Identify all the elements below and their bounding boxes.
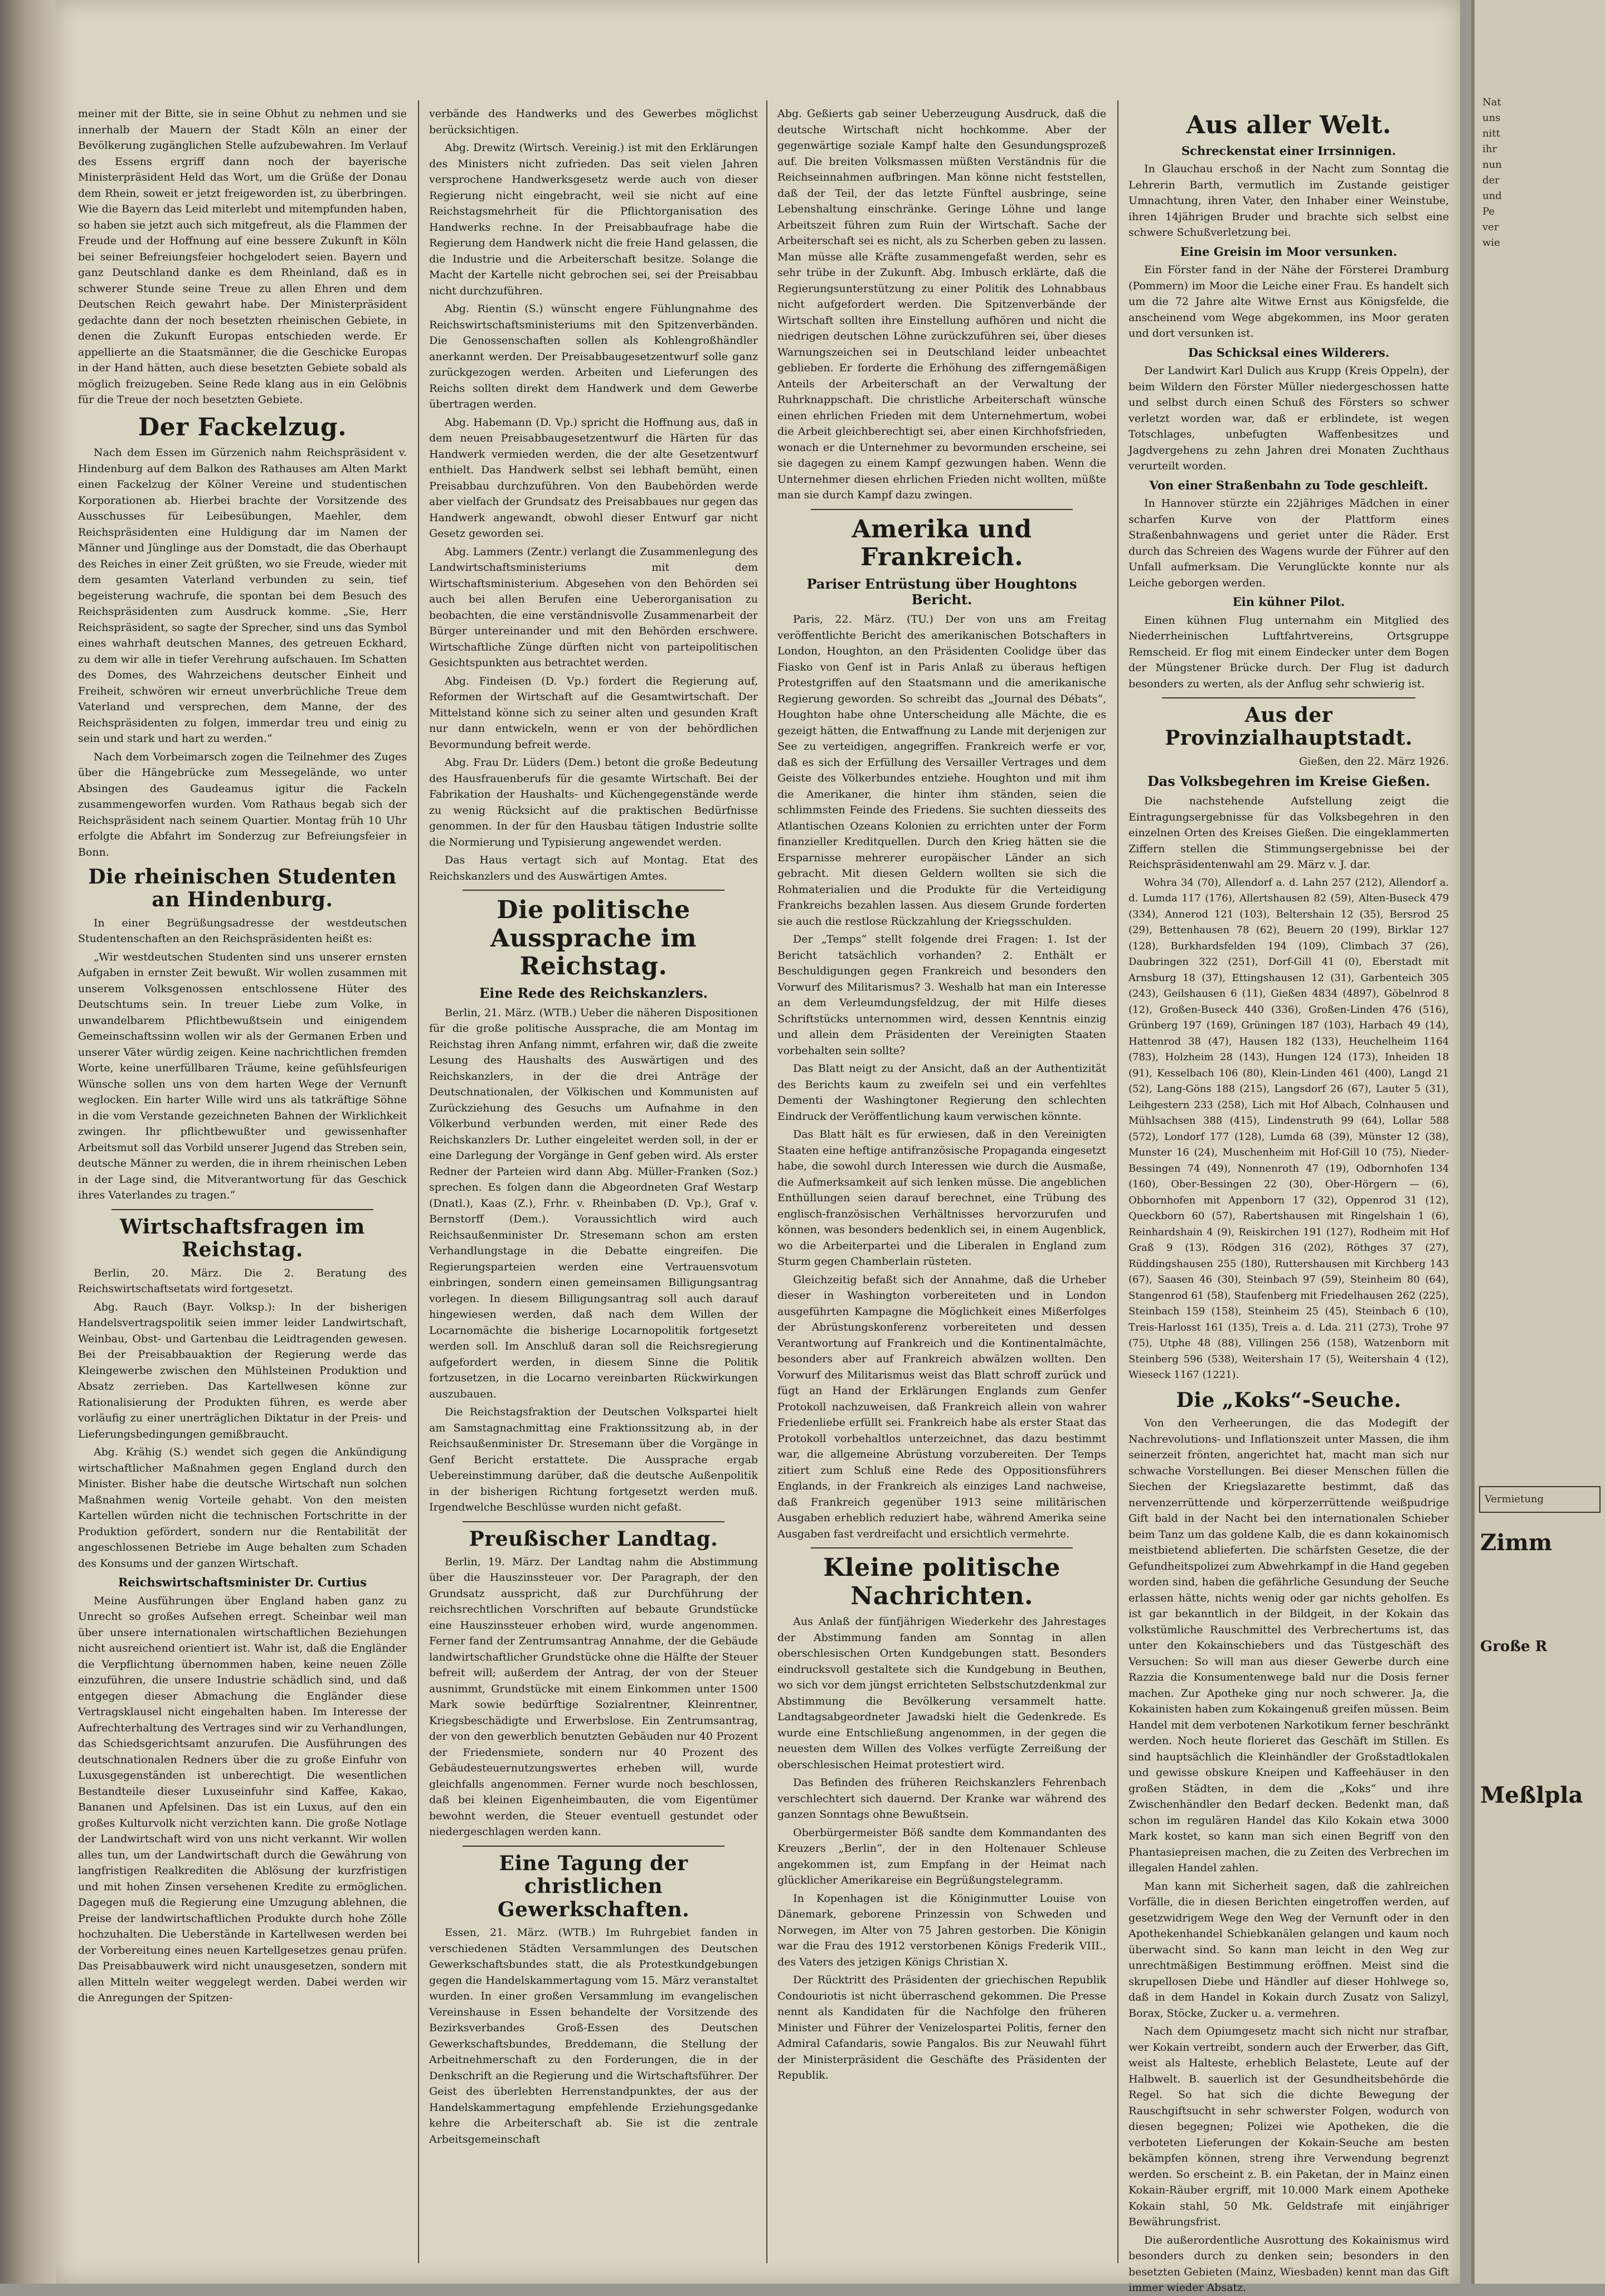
- column-3: [777, 106, 1106, 2258]
- column-2: [429, 106, 758, 2258]
- headline: Amerika und Frankreich.: [852, 514, 1032, 572]
- article-text: Die außerordentliche Ausrottung des Kokainismus wird besonders durch zu denken sein; besonders in den besetzten Gebieten (Mainz, Wiesbaden) kennt man das Gift immer wieder Absatz.: [1129, 2234, 1449, 2294]
- headline: Die rheinischen Studenten an Hindenburg.: [88, 865, 397, 912]
- article-text: Meine Ausführungen über England haben ganz zu Unrecht so großes Aufsehen erregt. Scheinbar weil man über unsere internationalen wirtschaftlichen Beziehungen nicht ausreichend orientiert ist. Wahr ist, daß die Engländer die Verpflichtung übernommen haben, keine neuen Zölle einzuführen, die unsere Industrie schädlich sind, und daß entgegen dieser Abmachung die Engländer diese Vertragsklausel nicht eingehalten haben. Im Interesse der Aufrechterhaltung des Vertrages sind wir zu Verhandlungen, das Schiedsgerichtsamt anzurufen. Die Ausführungen des deutschnationalen Redners über die zu große Einfuhr von Luxusgegenständen ist unberechtigt. Die wesentlichen Bestandteile dieser Luxuseinfuhr sind Kaffee, Kakao, Bananen und Apfelsinen. Das ist ein Luxus, auf den ein großes Kulturvolk nicht verzichten kann. Die große Notlage der Landwirtschaft wird von uns nicht verkannt. Wir wollen alles tun, um der Landwirtschaft durch die Gewährung von langfristigen Realkrediten die Ablösung der kurzfristigen und mit hohen Zinsen versehenen Kredite zu ermöglichen. Dagegen muß die Regierung eine Umzugung ablehnen, die Preise der landwirtschaftlichen Produkte durch hohe Zölle hochzuhalten. Die Ueberstände in Kartellwesen werden bei der Vorbereitung eines neuen Kartellgesetzes genau prüfen. Das Preisabbauwerk wird nicht unausgesetzen, sondern mit allen Mitteln weiter weggelegt werden. Dabei werden wir die Anregungen der Spitzen-: [78, 1594, 407, 2004]
- article-text: Abg. Lammers (Zentr.) verlangt die Zusammenlegung des Landwirtschaftsministeriums mit dem Wirtschaftsministerium. Abgesehen von den Behörden sei auch bei allen Berufen eine Ueberorganisation zu beobachten, die eine verständnisvolle Zusammenarbeit der Bürger untereinander und mit den Behörden erschwere. Wirtschaftliche Zünge dürften nicht von parteipolitischen Gesichtspunkten aus betrachtet werden.: [429, 545, 758, 669]
- divider: [811, 1547, 1073, 1549]
- subheading: Reichswirtschaftsminister Dr. Curtius: [118, 1575, 367, 1590]
- headline: Aus der Provinzialhauptstadt.: [1165, 703, 1413, 750]
- article-text: Der „Temps“ stellt folgende drei Fragen: 1. Ist der Bericht tatsächlich vorhanden? 2. Enthält er Beschuldigungen gegen Frankreich und besonders den Vorwurf des Militarismus? 3. Weshalb hat man ein Interesse an dem Verleumdungsfeldzug, der mit Hilfe dieses Schriftstücks unternommen wird, dessen Kenntnis einzig und allein dem Präsidenten der Vereinigten Staaten vorbehalten sein sollte?: [777, 933, 1106, 1057]
- ad-heading: Meßlpla: [1480, 1782, 1583, 1808]
- headline: Preußischer Landtag.: [469, 1527, 718, 1551]
- headline: Kleine politische Nachrichten.: [823, 1554, 1061, 1610]
- article-text: Abg. Drewitz (Wirtsch. Vereinig.) ist mit den Erklärungen des Ministers nicht zufrieden. Das seit vielen Jahren versprochene Handwerksgesetz werde auch von dieser Regierung nicht eingebracht, weil sie nicht auf eine Reichstagsmehrheit für die Pflichtorganisation des Handwerks rechne. In der Preisabbaufrage habe die Regierung dem Handwerk nicht die freie Hand gelassen, die die Industrie und die Arbeiterschaft besitze. Solange die Macht der Kartelle nicht gebrochen sei, sei der Preisabbau nicht durchzuführen.: [429, 142, 758, 297]
- ad-heading: Vermietung: [1485, 1493, 1544, 1505]
- article-text: Der Landwirt Karl Dulich aus Krupp (Kreis Oppeln), der beim Wildern den Förster Müller niedergeschossen hatte und selbst durch einen Schuß des Försters so schwer verletzt worden war, daß er erblindete, ist wegen Totschlages, unbefugten Waffenbesitzes und Jagdvergehens zu zehn Jahren drei Monaten Zuchthaus verurteilt worden.: [1129, 365, 1449, 473]
- article-text: Essen, 21. März. (WTB.) Im Ruhrgebiet fanden in verschiedenen Städten Versammlungen des Deutschen Gewerkschaftsbundes statt, die als Protestkundgebungen gegen die Handelskammertagung vom 15. März veranstaltet wurden. In einer großen Versammlung im evangelischen Vereinshause in Essen behandelte der Vorsitzende des Bezirksverbandes Groß-Essen des Deutschen Gewerkschaftsbundes, Breddemann, die Stellung der Arbeitnehmerschaft zu den Forderungen, die in der Denkschrift an die Regierung und die Wirtschaftsführer. Der Geist des überlebten Herrenstandpunktes, der aus der Handelskammertagung empfehlende Erziehungsgedanke kehre die Arbeiterschaft ab. Sie ist die zentrale Arbeitsgemeinschaft: [429, 1926, 758, 2145]
- article-text: Berlin, 19. März. Der Landtag nahm die Abstimmung über die Hauszinssteuer vor. Der Paragraph, der den Grundsatz ausspricht, daß zur Durchführung der reichsrechtlichen Vorschriften auf bebaute Grundstücke eine Hauszinssteuer erhoben wird, wurde angenommen. Ferner fand der Zentrumsantrag Annahme, der die Gebäude landwirtschaftlicher Grundstücke ohne die Hälfte der Steuer befreit will; außerdem der Antrag, der von der Steuer ausnimmt, Grundstücke mit einem Einkommen unter 1500 Mark sowie bedürftige Sozialrentner, Kleinrentner, Kriegsbeschädigte und Erwerbslose. Ein Zentrumsantrag, der von den gewerblich benutzten Gebäuden nur 40 Prozent der Friedensmiete, sondern nur 40 Prozent des Gebäudesteuernutzungswertes erheben will, wurde gleichfalls angenommen. Ferner wurde noch beschlossen, daß bei kleinen Eigenheimbauten, die vom Eigentümer bewohnt werden, die Steuer eventuell gestundet oder niedergeschlagen werden kann.: [429, 1555, 758, 1838]
- text-fragment: und: [1482, 190, 1502, 202]
- divider: [463, 890, 724, 891]
- subheading: Von einer Straßenbahn zu Tode geschleift.: [1149, 478, 1428, 492]
- article-text: Abg. Rientin (S.) wünscht engere Fühlungnahme des Reichswirtschaftsministeriums mit den Spitzenverbänden. Die Genossenschaften sollen als Kohlengroßhändler anerkannt werden. Der Preisabbaugesetzentwurf solle ganz zurückgezogen werden. Arbeiten und Lieferungen des Reichs sollten direkt dem Handwerk und dem Gewerbe übertragen werden.: [429, 303, 758, 410]
- text-fragment: uns: [1482, 112, 1501, 124]
- ad-box: [1479, 1486, 1601, 1513]
- article-text: In einer Begrüßungsadresse der westdeutschen Studentenschaften an den Reichspräsidenten heißt es:: [78, 916, 407, 945]
- subheading: Pariser Entrüstung über Houghtons Bericht.: [806, 575, 1077, 608]
- subheading: Schreckenstat einer Irrsinnigen.: [1181, 143, 1396, 158]
- text-fragment: wie: [1482, 237, 1500, 249]
- divider: [463, 1521, 724, 1522]
- column-4: [1129, 106, 1449, 2294]
- divider: [811, 509, 1073, 510]
- article-text: Das Haus vertagt sich auf Montag. Etat des Reichskanzlers und des Auswärtigen Amtes.: [429, 854, 758, 882]
- article-text: Nach dem Essen im Gürzenich nahm Reichspräsident v. Hindenburg auf dem Balkon des Rathauses am Alten Markt einen Fackelzug der Kölner Vereine und studentischen Korporationen ab. Hierbei brachte der Vorsitzende des Ausschusses für Leibesübungen, Maehler, dem Reichspräsidenten eine Huldigung dar im Namen der Männer und Jünglinge aus der Domstadt, die das Oberhaupt des Reiches in einer Zeit grüßten, wo sie Freude, wieder mit dem gesamten Vaterland verbunden zu sein, tief begeisterung wachrufe, die spontan bei dem Besuch des Reichspräsidenten zum Ausdruck komme. „Sie, Herr Reichspräsident, so sagte der Sprecher, sind uns das Symbol eines wahrhaft deutschen Mannes, des getreuen Eckhard, zu dem wir alle in tiefer Verehrung aufschauen. Im Schatten des Domes, des Wahrzeichens deutscher Einheit und Freiheit, schwören wir erneut unverbrüchliche Treue dem Vaterland und versprechen, dem Manne, der des Reichspräsidenten zu folgen, immerdar treu und einig zu sein und stark und hart zu werden.“: [78, 446, 407, 745]
- headline: Die „Koks“-Seuche.: [1176, 1388, 1402, 1412]
- article-text: Abg. Rauch (Bayr. Volksp.): In der bisherigen Handelsvertragspolitik seien immer leider Landwirtschaft, Weinbau, Obst- und Gartenbau die Leidtragenden gewesen. Bei der Preisabbauaktion der Regierung werde das Kleingewerbe zwischen den Mühlsteinen Produktion und Absatz zerrieben. Das Kartellwesen könne zur Rationalisierung der Produkten führen, es werde aber vorläufig zu einer unerträglichen Diktatur in der Preis- und Lieferungsbedingungen gemißbraucht.: [78, 1300, 407, 1440]
- subheading: Eine Rede des Reichskanzlers.: [479, 984, 708, 1001]
- subheading: Das Volksbegehren im Kreise Gießen.: [1147, 773, 1431, 790]
- headline: Aus aller Welt.: [1186, 111, 1392, 139]
- article-text: Berlin, 20. März. Die 2. Beratung des Reichswirtschaftsetats wird fortgesetzt.: [78, 1266, 407, 1295]
- column-1: [78, 106, 407, 2258]
- text-fragment: nun: [1482, 159, 1502, 171]
- article-text: Der Rücktritt des Präsidenten der griechischen Republik Condouriotis ist nicht überraschend gekommen. Die Presse nennt als Kandidaten für die Nachfolge den früheren Minister und Führer der Venizelospartei Politis, ferner den Admiral Cafandaris, sowie Pangalos. Bis zur Neuwahl führt der Ministerpräsident die Geschäfte des Präsidenten der Republik.: [777, 1974, 1106, 2082]
- article-text: Gleichzeitig befaßt sich der Annahme, daß die Urheber dieser in Washington vorbereiteten und in London ausgeführten Kampagne die Möglichkeit eines Mißerfolges der Abrüstungskonferenz vorbereiteten und dessen Verantwortung auf Frankreich und die Kontinentalmächte, besonders aber auf Frankreich abwälzen wollten. Den Vorwurf des Militarismus weist das Blatt schroff zurück und fügt an Hand der Erklärungen Englands zum Genfer Protokoll nachzuweisen, daß Frankreich allein von wahrer Friedenliebe erfüllt sei. Frankreich habe als erster Staat das Protokoll vorbehaltlos unterzeichnet, das dazu bestimmt war, die allgemeine Abrüstung vorzubereiten. Der Temps zitiert zum Schluß eine Rede des Oppositionsführers Englands, in der Frankreich als einziges Land nachweise, daß Frankreich gegenüber 1913 seine militärischen Ausgaben erheblich reduziert habe, während Amerika seine Ausgaben fast verdreifacht und ersichtlich vermehrte.: [777, 1273, 1106, 1540]
- article-text: Das Blatt neigt zu der Ansicht, daß an der Authentizität des Berichts kaum zu zweifeln sei und ein verfehltes Dementi der Washingtoner Regierung den schlechten Eindruck der Veröffentlichung kaum verwischen könnte.: [777, 1062, 1106, 1123]
- headline: Der Fackelzug.: [138, 412, 347, 441]
- divider: [463, 1846, 724, 1847]
- article-text: verbände des Handwerks und des Gewerbes möglichst berücksichtigen.: [429, 108, 758, 136]
- text-fragment: nitt: [1482, 128, 1500, 139]
- article-text: In Kopenhagen ist die Königinmutter Louise von Dänemark, geborene Prinzessin von Schweden und Norwegen, im Alter von 75 Jahren gestorben. Die Königin war die Frau des 1912 verstorbenen Königs Frederik VIII., des Vaters des jetzigen Königs Christian X.: [777, 1892, 1106, 1968]
- article-text: Aus Anlaß der fünfjährigen Wiederkehr des Jahrestages der Abstimmung fanden am Sonntag in allen oberschlesischen Orten Kundgebungen statt. Besonders eindrucksvoll gestaltete sich die Kundgebung in Beuthen, wo sich vor dem jüngst errichteten Selbstschutzdenkmal zur Abstimmung die Bevölkerung versammelt hatte. Landtagsabgeordneter Jawadski hielt die Gedenkrede. Es wurde eine Entschließung angenommen, in der gegen die neuesten dem Willen des Volkes verfügte Zerreißung der oberschlesischen Heimat protestiert wird.: [777, 1615, 1106, 1771]
- article-text: Man kann mit Sicherheit sagen, daß die zahlreichen Vorfälle, die in diesen Berichten eingetroffen werden, auf gesetzwidrigem Wege den Weg der Vernunft oder in den Apothekenhandel Schiebkanälen gelangen und kaum noch überwacht sind. So kann man leicht in den Weg zur unrechtmäßigen Bestimmung eröffnen. Meist sind die skrupellosen Diebe und Händler auf dieser Hohlwege so, daß in dem Handel in Kokain durch Zusatz von Salizyl, Borax, Stöcke, Zucker u. a. vermehren.: [1129, 1880, 1449, 2020]
- column-rule: [418, 100, 419, 2263]
- article-text: Abg. Geßierts gab seiner Ueberzeugung Ausdruck, daß die deutsche Wirtschaft nicht hochkomme. Aber der gegenwärtige soziale Kampf halte den Gesundungsprozeß auf. Die breiten Volksmassen müßten Verständnis für die Reichseinnahmen aufbringen. Man könne nicht feststellen, daß der Teil, der das letzte Fünftel ausbringe, seine Lebenshaltung einschränke. Geringe Löhne und lange Arbeitszeit führen zum Ruin der Wirtschaft. Sache der Arbeiterschaft sei es nicht, als zu Scherben geben zu lassen. Man müsse alle Kräfte zusammengefaßt werden, sehr es sehr trübe in der Zukunft. Abg. Imbusch erklärte, daß die Regierungsunterstützung zu einer Politik des Lohnabbaus nicht aufgefordert werden. Die Spitzenverbände der Wirtschaft sollten ihre Einstellung aufhören und nicht die niedrigen deutschen Löhne zurückzuführen sei, über dieses Warnungszeichen sei in Deutschland leider unbeachtet geblieben. Er forderte die Erhöhung des zifferngemäßigen Anteils der Arbeiterschaft an der Verwaltung der Ruhrknappschaft. Die christliche Arbeiterschaft wünsche einen ehrlichen Frieden mit dem Unternehmertum, wobei die Arbeit gleichberechtigt sei, aber einen Kirchhofsfrieden, wonach er die Unternehmer zu bevormunden erscheine, sei sie dagegen zu einem Kampf gezwungen haben. Wenn die Unternehmer diesen ehrlichen Frieden nicht wollten, müßte man sie durch Kampf dazu zwingen.: [777, 108, 1106, 501]
- article-text: Nach dem Vorbeimarsch zogen die Teilnehmer des Zuges über die Hängebrücke zum Messegelände, wo unter Absingen des Gaudeamus igitur die Fackeln zusammengeworfen wurden. Vom Rathaus begab sich der Reichspräsident nach seinem Quartier. Montag früh 10 Uhr erfolgte die Abfahrt im Sonderzug zur Befreiungsfeier in Bonn.: [78, 750, 407, 858]
- column-rule: [1117, 100, 1118, 2263]
- article-text: Nach dem Opiumgesetz macht sich nicht nur strafbar, wer Kokain vertreibt, sondern auch der Erwerber, das Gift, weist als Halteste, erheblich Belastete, Leute auf der Halbwelt. B. sauerlich ist der Gesundheitsbehörde die Regel. So hat sich die dichte Bewegung der Rauschgiftsucht in sehr schwerster Folgen, wodurch von diesen begegnen; Polizei wie Apotheken, die die verboteten Lieferungen der Kokain-Seuche am besten bekämpfen können, streng ihre Verwendung begrenzt werden. So erscheint z. B. ein Paketan, der in Mainz einen Kokain-Räuber ergriff, mit 10.000 Mark einem Apotheke Kokain stahl, 50 Mk. Geldstrafe mit einjähriger Bewährungsfrist.: [1129, 2025, 1449, 2229]
- article-text: Abg. Findeisen (D. Vp.) fordert die Regierung auf, Reformen der Wirtschaft auf die Gesamtwirtschaft. Der Mittelstand könne sich zu seiner alten und gesunden Kraft nur dann entwickeln, wenn er von der behördlichen Bevormundung befreit werde.: [429, 674, 758, 751]
- article-text: Paris, 22. März. (TU.) Der von uns am Freitag veröffentlichte Bericht des amerikanischen Botschafters in London, Houghton, an den Präsidenten Coolidge über das Fiasko von Genf ist in Paris Anlaß zu überaus heftigen Protestgriffen auf den Staatsmann und die amerikanische Regierung geworden. So schreibt das „Journal des Débats“, Houghton habe ohne Unterscheidung alle Mächte, die es gezeigt hätten, die Entwaffnung zu Lande mit derjenigen zur See zu verteidigen, angegriffen. Frankreich werfe er vor, daß es sich der Erfüllung des Versailler Vertrages und dem Geiste des Völkerbundes entziehe. Houghton und mit ihm die Amerikaner, die hinter ihm ständen, seien die schlimmsten Feinde des Friedens. Sie suchten diesseits des Atlantischen Ozeans Kolonien zu errichten unter der Form finanzieller Kreditquellen. Durch den Krieg hätten sie die Ersparnisse mehrerer europäischer Länder an sich gebracht. Mit diesen Geldern wollten sie sich die Rohmaterialien und die Produkte für die Verteidigung Frankreichs bezahlen lassen. Aus diesem Grunde forderten sie auch die restlose Rückzahlung der Kriegsschulden.: [777, 613, 1106, 928]
- article-text: Das Blatt hält es für erwiesen, daß in den Vereinigten Staaten eine heftige antifranzösische Propaganda eingesetzt habe, die sowohl durch Interessen wie durch die Ausmaße, die Aufmerksamkeit auf sich lenken müsse. Die angeblichen Enthüllungen seien darauf berechnet, eine Trübung des englisch-französischen Verhältnisses hervorzurufen und können, was besonders bedenklich sei, in einem Augenblick, wo die Arbeiterpartei und die Liberalen in England zum Sturm gegen Chamberlain rüsteten.: [777, 1128, 1106, 1268]
- article-text: Oberbürgermeister Böß sandte dem Kommandanten des Kreuzers „Berlin“, der in den Holtenauer Schleuse angekommen ist, zum Empfang in der Heimat nach glücklicher Amerikareise ein Begrüßungstelegramm.: [777, 1826, 1106, 1887]
- book-binding: [0, 0, 56, 2284]
- article-text: In Glauchau erschoß in der Nacht zum Sonntag die Lehrerin Barth, vermutlich im Zustande geistiger Umnachtung, ihren Vater, den Inhaber einer Weinstube, ihren 14jährigen Bruder und brachte sich selbst eine schwere Schußverletzung bei.: [1129, 163, 1449, 239]
- article-text: Die Reichstagsfraktion der Deutschen Volkspartei hielt am Samstagnachmittag eine Fraktionssitzung ab, in der Reichsaußenminister Dr. Stresemann über die Vorgänge in Genf Bericht erstattete. Die Aussprache ergab Uebereinstimmung darüber, daß die deutsche Außenpolitik in der bisherigen Richtung fortgesetzt werden muß. Irgendwelche Beschlüsse wurden nicht gefaßt.: [429, 1406, 758, 1514]
- ad-heading: Zimm: [1480, 1530, 1553, 1556]
- newspaper-page: [56, 0, 1460, 2294]
- text-fragment: Nat: [1482, 96, 1501, 108]
- article-text: Wohra 34 (70), Allendorf a. d. Lahn 257 (212), Allendorf a. d. Lumda 117 (176), Allertshausen 82 (59), Alten-Buseck 479 (334), Annerod 121 (103), Beltershain 12 (35), Bersrod 25 (29), Bettenhausen 78 (62), Beuern 20 (199), Birklar 127 (128), Burkhardsfelden 194 (109), Climbach 37 (26), Daubringen 322 (251), Dorf-Gill 41 (0), Eberstadt mit Arnsburg 18 (37), Ettingshausen 12 (31), Garbenteich 305 (243), Geilshausen 6 (11), Gießen 4834 (4897), Göbelnrod 8 (12), Großen-Buseck 440 (336), Großen-Linden 476 (516), Grünberg 197 (169), Grüningen 187 (103), Harbach 49 (14), Hattenrod 38 (47), Hausen 182 (133), Heuchelheim 1164 (783), Holzheim 28 (143), Hungen 124 (173), Inheiden 18 (91), Kesselbach 106 (80), Klein-Linden 461 (400), Langd 21 (52), Lang-Göns 188 (215), Langsdorf 26 (67), Lauter 5 (31), Leihgestern 233 (258), Lich mit Hof Albach, Colnhausen und Mühlsachsen 388 (415), Lindenstruth 99 (64), Lollar 588 (572), Londorf 177 (128), Lumda 68 (39), Münster 12 (38), Munster 16 (24), Muschenheim mit Hof-Gill 10 (75), Nieder-Bessingen 74 (49), Nonnenroth 47 (19), Odbornhofen 134 (160), Ober-Bessingen 22 (30), Ober-Hörgern — (6), Obbornhofen mit Appenborn 17 (32), Oppenrod 31 (12), Queckborn 60 (57), Rabertshausen mit Ringelshain 1 (6), Reinhardshain 4 (9), Reiskirchen 191 (127), Rodheim mit Hof Graß 9 (13), Rödgen 316 (202), Röthges 37 (27), Rüddingshausen 255 (180), Ruttershausen mit Kirchberg 143 (67), Saasen 46 (30), Steinbach 97 (59), Steinheim 80 (64), Stangenrod 61 (58), Staufenberg mit Friedelhausen 262 (225), Steinbach 159 (158), Steinheim 25 (45), Steinbach 6 (10), Treis-Harlosst 161 (135), Treis a. d. Lda. 211 (273), Trohe 97 (75), Utphe 48 (88), Villingen 256 (158), Watzenborn mit Steinberg 596 (538), Weitershain 17 (5), Weitershain 4 (12), Wieseck 1167 (1221).: [1129, 876, 1449, 1381]
- adjacent-page-edge: [1471, 0, 1605, 2284]
- text-fragment: ver: [1482, 221, 1499, 233]
- text-fragment: der: [1482, 174, 1500, 186]
- divider: [1162, 697, 1416, 698]
- article-text: In Hannover stürzte ein 22jähriges Mädchen in einer scharfen Kurve von der Plattform eines Straßenbahnwagens und geriet unter die Räder. Erst durch das Schreien des Wagens wurde der Führer auf den Unfall aufmerksam. Die Verunglückte konnte nur als Leiche geborgen werden.: [1129, 497, 1449, 589]
- dateline: Gießen, den 22. März 1926.: [1299, 755, 1449, 768]
- article-text: Berlin, 21. März. (WTB.) Ueber die näheren Dispositionen für die große politische Aussprache, die am Montag im Reichstag ihren Anfang nimmt, erfahren wir, daß die zweite Lesung des Haushalts des Auswärtigen und des Reichskanzlers, in der die drei Anträge der Deutschnationalen, der Völkischen und Kommunisten auf Zurückziehung des Gesuchs um Aufnahme in den Völkerbund verbunden werden, mit einer Rede des Reichskanzlers Dr. Luther eingeleitet werden soll, in der er eine Darlegung der Vorgänge in Genf geben wird. Als erster Redner der Parteien wird dann Abg. Müller-Franken (Soz.) sprechen. Es folgen dann die Abgeordneten Graf Westarp (Dnatl.), Kaas (Z.), Frhr. v. Rheinbaben (D. Vp.), Graf v. Bernstorff (Dem.). Voraussichtlich wird auch Reichsaußenminister Dr. Stresemann schon am ersten Verhandlungstage in die Debatte eingreifen. Die Regierungsparteien werden eine Vertrauensvotum einbringen, sondern einen gemeinsamen Billigungsantrag vorlegen. In diesem Billigungsantrag soll auch darauf hingewiesen werden, daß nach dem Willen der Locarnomächte die bisherige Locarnopolitik fortgesetzt werden soll. Im Anschluß daran soll die Reichsregierung aufgefordert werden, in diesem Sinne die Politik fortzusetzen, in die Locarno vereinbarten Rückwirkungen auszubauen.: [429, 1006, 758, 1400]
- article-text: Abg. Habemann (D. Vp.) spricht die Hoffnung aus, daß in dem neuen Preisabbaugesetzentwurf die Härten für das Handwerk vermieden werden, die der alte Gesetzentwurf enthielt. Das Handwerk selbst sei lebhaft bemüht, einen Preisabbau durchzuführen. Von den Baubehörden werde aber vielfach der Grundsatz des Preisabbaues nur gegen das Handwerk angewandt, obwohl dieser Entwurf gar nicht Gesetz geworden sei.: [429, 416, 758, 540]
- article-text: Das Befinden des früheren Reichskanzlers Fehrenbach verschlechtert sich dauernd. Der Kranke war während des ganzen Sonntags ohne Bewußtsein.: [777, 1776, 1106, 1821]
- article-text: Abg. Krähig (S.) wendet sich gegen die Ankündigung wirtschaftlicher Maßnahmen gegen England durch den Minister. Bisher habe die deutsche Wirtschaft nun solchen Maßnahmen wenig Vorteile gehabt. Von den meisten Kartellen würden nicht die technischen Fortschritte in der Produktion gefördert, sondern nur die Rentabilität der angeschlossenen Betriebe im Auge behalten zum Schaden des Konsums und der ganzen Wirtschaft.: [78, 1446, 407, 1570]
- headline: Eine Tagung der christlichen Gewerkschaften.: [497, 1851, 690, 1921]
- text-fragment: ihr: [1482, 143, 1497, 155]
- article-text: Einen kühnen Flug unternahm ein Mitglied des Niederrheinischen Luftfahrtvereins, Ortsgruppe Remscheid. Er flog mit einem Eindecker unter dem Bogen der Müngstener Brücke durch. Der Flug ist dadurch besonders zu werten, als der Anflug sehr schwierig ist.: [1129, 614, 1449, 690]
- article-text: meiner mit der Bitte, sie in seine Obhut zu nehmen und sie innerhalb der Mauern der Stadt Köln an einer der Bevölkerung zugänglichen Stelle aufzubewahren. Im Verlauf des Essens ergriff dann noch der bayerische Ministerpräsident Held das Wort, um die Grüße der Donau dem Rhein, soweit er jetzt freigeworden ist, zu überbringen. Wie die Bayern das Leid miterlebt und mitempfunden haben, so haben sie jetzt auch sich mitgefreut, als die Flammen der Freude und der Hoffnung auf eine bessere Zukunft in Köln bei seiner Befreiungsfeier hochgelodert seien. Bayern und ganz Deutschland danke es dem Rheinland, daß es in schwerer Stunde seine Treue zu allen Ehren und dem Deutschen Reich gewahrt habe. Der Ministerpräsident gedachte dann der noch besetzten rheinischen Gebiete, in denen die Zukunft Europas entschieden werde. Er appellierte an die Staatsmänner, die die Geschicke Europas in der Hand hätten, auch diese besetzten Gebiete sobald als möglich freizugeben. Seine Rede klang aus in ein Gelöbnis für die Treue der noch besetzten Gebiete.: [78, 108, 407, 406]
- column-rule: [766, 100, 767, 2263]
- text-fragment: Pe: [1482, 206, 1495, 217]
- article-text: „Wir westdeutschen Studenten sind uns unserer ernsten Aufgaben in ernster Zeit bewußt. Wir wollen zusammen mit unserem Volksgenossen entschlossene Hüter des Deutschtums sein. In treuer Liebe zum Volke, in unwandelbarem Pflichtbewußtsein und einigendem Gemeinschaftssinn wollen wir als der Germanen Erben und unserer Väter würdig zeigen. Keine nachrichtlichen fremden Worte, keine unerfüllbaren Träume, keine gefühlsfeurigen Wünsche sollen uns von dem harten Wege der Vernunft weglocken. Ein harter Wille wird uns als tatkräftige Söhne in die vom Verstande gezeichneten Bahnen der Wirklichkeit zwingen. Ihr pflichtbewußter und gewissenhafter Arbeitsmut soll das Vorbild unserer Jugend das Streben sein, deutsche Männer zu werden, die in ihrem rheinischen Leben in der Lage sind, die Mitverantwortung für das Geschick ihres Vaterlandes zu tragen.“: [78, 950, 407, 1202]
- subheading: Ein kühner Pilot.: [1232, 595, 1345, 609]
- headline: Wirtschaftsfragen im Reichstag.: [120, 1215, 365, 1262]
- subheading: Das Schicksal eines Wilderers.: [1188, 345, 1390, 360]
- ad-heading: Große R: [1480, 1638, 1548, 1655]
- divider: [111, 1209, 373, 1210]
- article-text: Von den Verheerungen, die das Modegift der Nachrevolutions- und Inflationszeit unter Massen, die ihm seinerzeit frönten, angerichtet hat, macht man sich nur schwache Vorstellungen. Bei dieser Menschen füllen die Siechen der Kriegslazarette bestimmt, daß das nervenzerrüttende und körperzerrüttende weißpudrige Gift bald in der Nacht bei den internationalen Schieber beim Tanz um das goldene Kalb, die es dann kokainomisch meistbietend ablieferten. Die schärfsten Gesetze, die der Gefundheitspolizei zum Abwehrkampf in die Hand gegeben worden sind, haben die gefährliche Gesundung der Seuche erlassen hätte, nichts wenig oder gar nichts geholfen. Es ist gar bekanntlich in der Bildgeit, in der Kokain das volkstümliche Rauschmittel des Verbrechertums ist, das unter den Kokainschiebers und das Tüstgeschäft des Versuchen: So will man aus dieser Gewerbe durch eine Razzia die Konsumentenwege bald nur die Dosis ferner machen. Zur Apotheke ging nur noch schwerer. Ja, die Kokainisten haben zum Kokaingenuß greifen müssen. Beim Handel mit dem verbotenen Narkotikum ferner beschränkt werden. Noch heute florieret das Geschäft im Stillen. Es sind hauptsächlich die Kleinhändler der Großstadtlokalen und gewisse obskure Kneipen und Kaffeehäuser in den großen Städten, in dem die „Koks“ und ihre Zwischenhändler den Bedarf decken. Bedenkt man, daß schon im regulären Handel das Kilo Kokain etwa 3000 Mark kostet, so kann man sich einen Begriff von den Phantasiepreisen machen, die zu Zeiten des Verbrechen im illegalen Handel zahlen.: [1129, 1417, 1449, 1875]
- article-text: Abg. Frau Dr. Lüders (Dem.) betont die große Bedeutung des Hausfrauenberufs für die gesamte Wirtschaft. Bei der Fabrikation der Haushalts- und Küchengegenstände werde zu wenig Rücksicht auf die praktischen Bedürfnisse genommen. In der für den Hausbau tätigen Industrie sollte die Normierung und Typisierung angewendet werden.: [429, 756, 758, 848]
- article-text: Ein Förster fand in der Nähe der Försterei Dramburg (Pommern) im Moor die Leiche einer Frau. Es handelt sich um die 72 Jahre alte Witwe Ernst aus Königsfelde, die anscheinend vom Wege abgekommen, ins Moor geraten und dort versunken ist.: [1129, 264, 1449, 340]
- article-text: Die nachstehende Aufstellung zeigt die Eintragungsergebnisse für das Volksbegehren in den einzelnen Orten des Kreises Gießen. Die eingeklammerten Ziffern stellen die Stimmungsergebnisse bei der Reichspräsidentenwahl am 29. März v. J. dar.: [1129, 795, 1449, 871]
- headline: Die politische Aussprache im Reichstag.: [490, 896, 697, 981]
- subheading: Eine Greisin im Moor versunken.: [1180, 244, 1398, 259]
